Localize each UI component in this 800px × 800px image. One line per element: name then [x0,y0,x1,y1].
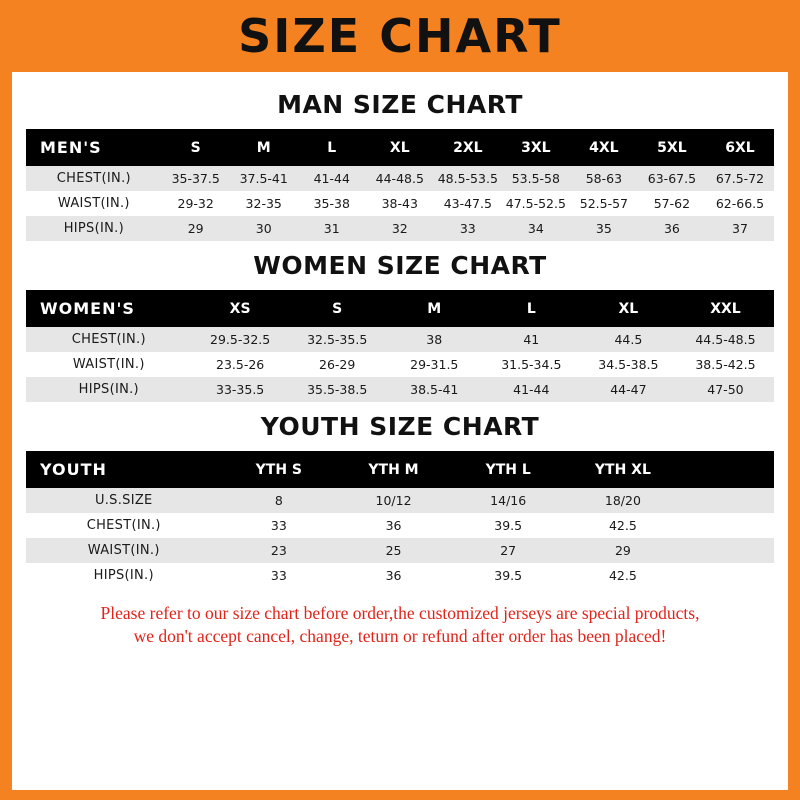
women-cell-1-3: 31.5-34.5 [483,352,580,377]
youth-cell-0-2: 14/16 [451,488,566,513]
women-cell-0-0: 29.5-32.5 [192,327,289,352]
man-cell-0-0: 35-37.5 [162,166,230,191]
table-row [26,216,774,241]
table-row [26,563,774,588]
youth-cell-0-0: 8 [222,488,337,513]
man-cell-0-4: 48.5-53.5 [434,166,502,191]
youth-row-label-2: WAIST(IN.) [26,538,222,563]
women-cell-0-3: 41 [483,327,580,352]
youth-col-header-3: YTH L [451,451,566,488]
man-cell-0-5: 53.5-58 [502,166,570,191]
man-col-header-3: L [298,129,366,166]
youth-row-label-0: U.S.SIZE [26,488,222,513]
man-row-label-0: CHEST(IN.) [26,166,162,191]
youth-col-header-2: YTH M [336,451,451,488]
women-cell-1-0: 23.5-26 [192,352,289,377]
women-cell-0-2: 38 [386,327,483,352]
man-cell-2-1: 30 [230,216,298,241]
header-banner [0,0,800,72]
man-col-header-1: S [162,129,230,166]
man-table-head [26,129,774,166]
man-col-header-9: 6XL [706,129,774,166]
man-cell-2-3: 32 [366,216,434,241]
man-cell-1-8: 62-66.5 [706,191,774,216]
women-cell-1-5: 38.5-42.5 [677,352,774,377]
man-cell-1-5: 47.5-52.5 [502,191,570,216]
youth-cell-2-1: 25 [336,538,451,563]
man-section-title: MAN SIZE CHART [277,90,523,119]
man-col-header-2: M [230,129,298,166]
table-row [26,166,774,191]
women-cell-2-2: 38.5-41 [386,377,483,402]
youth-cell-3-3: 42.5 [566,563,681,588]
women-col-header-2: S [289,290,386,327]
women-header-row [26,290,774,327]
footer-note-line-1: Please refer to our size chart before order,the customized jerseys are special products, [100,603,700,623]
man-cell-2-7: 36 [638,216,706,241]
man-cell-1-4: 43-47.5 [434,191,502,216]
women-row-label-2: HIPS(IN.) [26,377,192,402]
youth-section-title: YOUTH SIZE CHART [260,412,540,441]
table-row [26,513,774,538]
table-row [26,327,774,352]
women-cell-1-1: 26-29 [289,352,386,377]
youth-cell-3-0: 33 [222,563,337,588]
women-cell-1-4: 34.5-38.5 [580,352,677,377]
women-col-header-5: XL [580,290,677,327]
youth-cell-2-spacer [680,538,774,563]
women-cell-2-1: 35.5-38.5 [289,377,386,402]
man-cell-0-3: 44-48.5 [366,166,434,191]
table-row [26,191,774,216]
youth-row-label-1: CHEST(IN.) [26,513,222,538]
youth-cell-0-spacer [680,488,774,513]
women-cell-0-5: 44.5-48.5 [677,327,774,352]
youth-cell-0-1: 10/12 [336,488,451,513]
table-row [26,377,774,402]
man-cell-0-8: 67.5-72 [706,166,774,191]
women-size-table [26,290,774,402]
youth-cell-3-spacer [680,563,774,588]
man-cell-1-6: 52.5-57 [570,191,638,216]
youth-col-header-1: YTH S [222,451,337,488]
youth-col-header-4: YTH XL [566,451,681,488]
youth-cell-1-3: 42.5 [566,513,681,538]
page-title: SIZE CHART [238,9,562,63]
man-table-body [26,166,774,241]
youth-cell-1-2: 39.5 [451,513,566,538]
youth-cell-2-2: 27 [451,538,566,563]
man-cell-0-6: 58-63 [570,166,638,191]
women-table-body [26,327,774,402]
chart-sheet [12,72,788,790]
man-col-header-6: 3XL [502,129,570,166]
table-row [26,538,774,563]
man-cell-2-6: 35 [570,216,638,241]
man-col-header-5: 2XL [434,129,502,166]
women-row-label-0: CHEST(IN.) [26,327,192,352]
man-row-label-1: WAIST(IN.) [26,191,162,216]
man-cell-0-1: 37.5-41 [230,166,298,191]
youth-size-table [26,451,774,588]
man-size-table [26,129,774,241]
youth-col-header-spacer [680,451,774,488]
youth-header-row [26,451,774,488]
man-cell-1-1: 32-35 [230,191,298,216]
table-row [26,352,774,377]
youth-table-body [26,488,774,588]
man-cell-2-0: 29 [162,216,230,241]
table-row [26,488,774,513]
youth-cell-1-0: 33 [222,513,337,538]
man-cell-2-2: 31 [298,216,366,241]
man-cell-2-5: 34 [502,216,570,241]
youth-col-header-0: YOUTH [26,451,222,488]
man-cell-0-2: 41-44 [298,166,366,191]
man-cell-1-7: 57-62 [638,191,706,216]
women-col-header-0: WOMEN'S [26,290,192,327]
women-col-header-1: XS [192,290,289,327]
women-cell-2-3: 41-44 [483,377,580,402]
footer-note [26,602,774,648]
man-cell-1-2: 35-38 [298,191,366,216]
man-col-header-4: XL [366,129,434,166]
man-cell-2-4: 33 [434,216,502,241]
women-row-label-1: WAIST(IN.) [26,352,192,377]
man-col-header-7: 4XL [570,129,638,166]
youth-cell-1-spacer [680,513,774,538]
youth-cell-2-0: 23 [222,538,337,563]
youth-cell-3-2: 39.5 [451,563,566,588]
youth-cell-0-3: 18/20 [566,488,681,513]
man-cell-1-3: 38-43 [366,191,434,216]
youth-cell-2-3: 29 [566,538,681,563]
man-row-label-2: HIPS(IN.) [26,216,162,241]
women-cell-2-0: 33-35.5 [192,377,289,402]
youth-row-label-3: HIPS(IN.) [26,563,222,588]
women-cell-1-2: 29-31.5 [386,352,483,377]
man-header-row [26,129,774,166]
women-cell-0-1: 32.5-35.5 [289,327,386,352]
man-col-header-0: MEN'S [26,129,162,166]
man-cell-0-7: 63-67.5 [638,166,706,191]
women-cell-2-5: 47-50 [677,377,774,402]
footer-note-line-2: we don't accept cancel, change, teturn or refund after order has been placed! [133,626,667,647]
women-col-header-6: XXL [677,290,774,327]
youth-cell-3-1: 36 [336,563,451,588]
women-cell-0-4: 44.5 [580,327,677,352]
man-cell-2-8: 37 [706,216,774,241]
man-cell-1-0: 29-32 [162,191,230,216]
man-col-header-8: 5XL [638,129,706,166]
women-section-title: WOMEN SIZE CHART [253,251,547,280]
women-col-header-3: M [386,290,483,327]
youth-table-head [26,451,774,488]
women-table-head [26,290,774,327]
women-cell-2-4: 44-47 [580,377,677,402]
youth-cell-1-1: 36 [336,513,451,538]
women-col-header-4: L [483,290,580,327]
